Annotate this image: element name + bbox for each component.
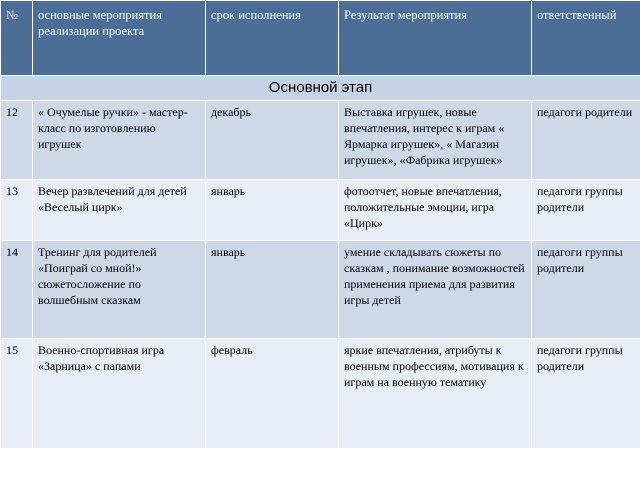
row-responsible: педагоги родители [532,101,640,180]
row-number: 13 [1,180,33,241]
row-number: 12 [1,101,33,180]
header-number: № [1,1,33,76]
row-activity: Тренинг для родителей «Поиграй со мной!» сюжетосложение по волшебным сказкам [33,241,206,339]
row-number: 15 [1,339,33,457]
row-activity: Военно-спортивная игра «Зарница» с папами [33,339,206,457]
header-deadline: срок исполнения [206,1,339,76]
header-result: Результат мероприятия [339,1,532,76]
stage-label: Основной этап [1,76,640,101]
table-row [1,101,640,180]
row-responsible: педагоги группы родители [532,241,640,339]
row-number: 14 [1,241,33,339]
row-deadline: январь [206,241,339,339]
row-result: умение складывать сюжеты по сказкам , понимание возможностей применения приема для развития игры детей [339,241,532,339]
header-responsible: ответственный [532,1,640,76]
row-deadline: декабрь [206,101,339,180]
row-responsible: педагоги группы родители [532,339,640,457]
row-deadline: январь [206,180,339,241]
row-activity: Вечер развлечений для детей «Веселый цирк» [33,180,206,241]
row-result: яркие впечатления, атрибуты к военным профессиям, мотивация к играм на военную тематику [339,339,532,457]
table-row [1,180,640,241]
table-row [1,241,640,339]
table-header-row [1,1,640,76]
table-row [1,339,640,457]
row-deadline: февраль [206,339,339,457]
row-result: Выставка игрушек, новые впечатления, интерес к играм « Ярмарка игрушек», « Магазин игрушек», «Фабрика игрушек» [339,101,532,180]
row-result: фотоотчет, новые впечатления, положительные эмоции, игра «Цирк» [339,180,532,241]
row-responsible: педагоги группы родители [532,180,640,241]
row-activity: « Очумелые ручки» - мастер-класс по изготовлению игрушек [33,101,206,180]
stage-row [1,76,640,101]
header-activities: основные мероприятия реализации проекта [33,1,206,76]
page-bottom-margin [0,448,640,480]
